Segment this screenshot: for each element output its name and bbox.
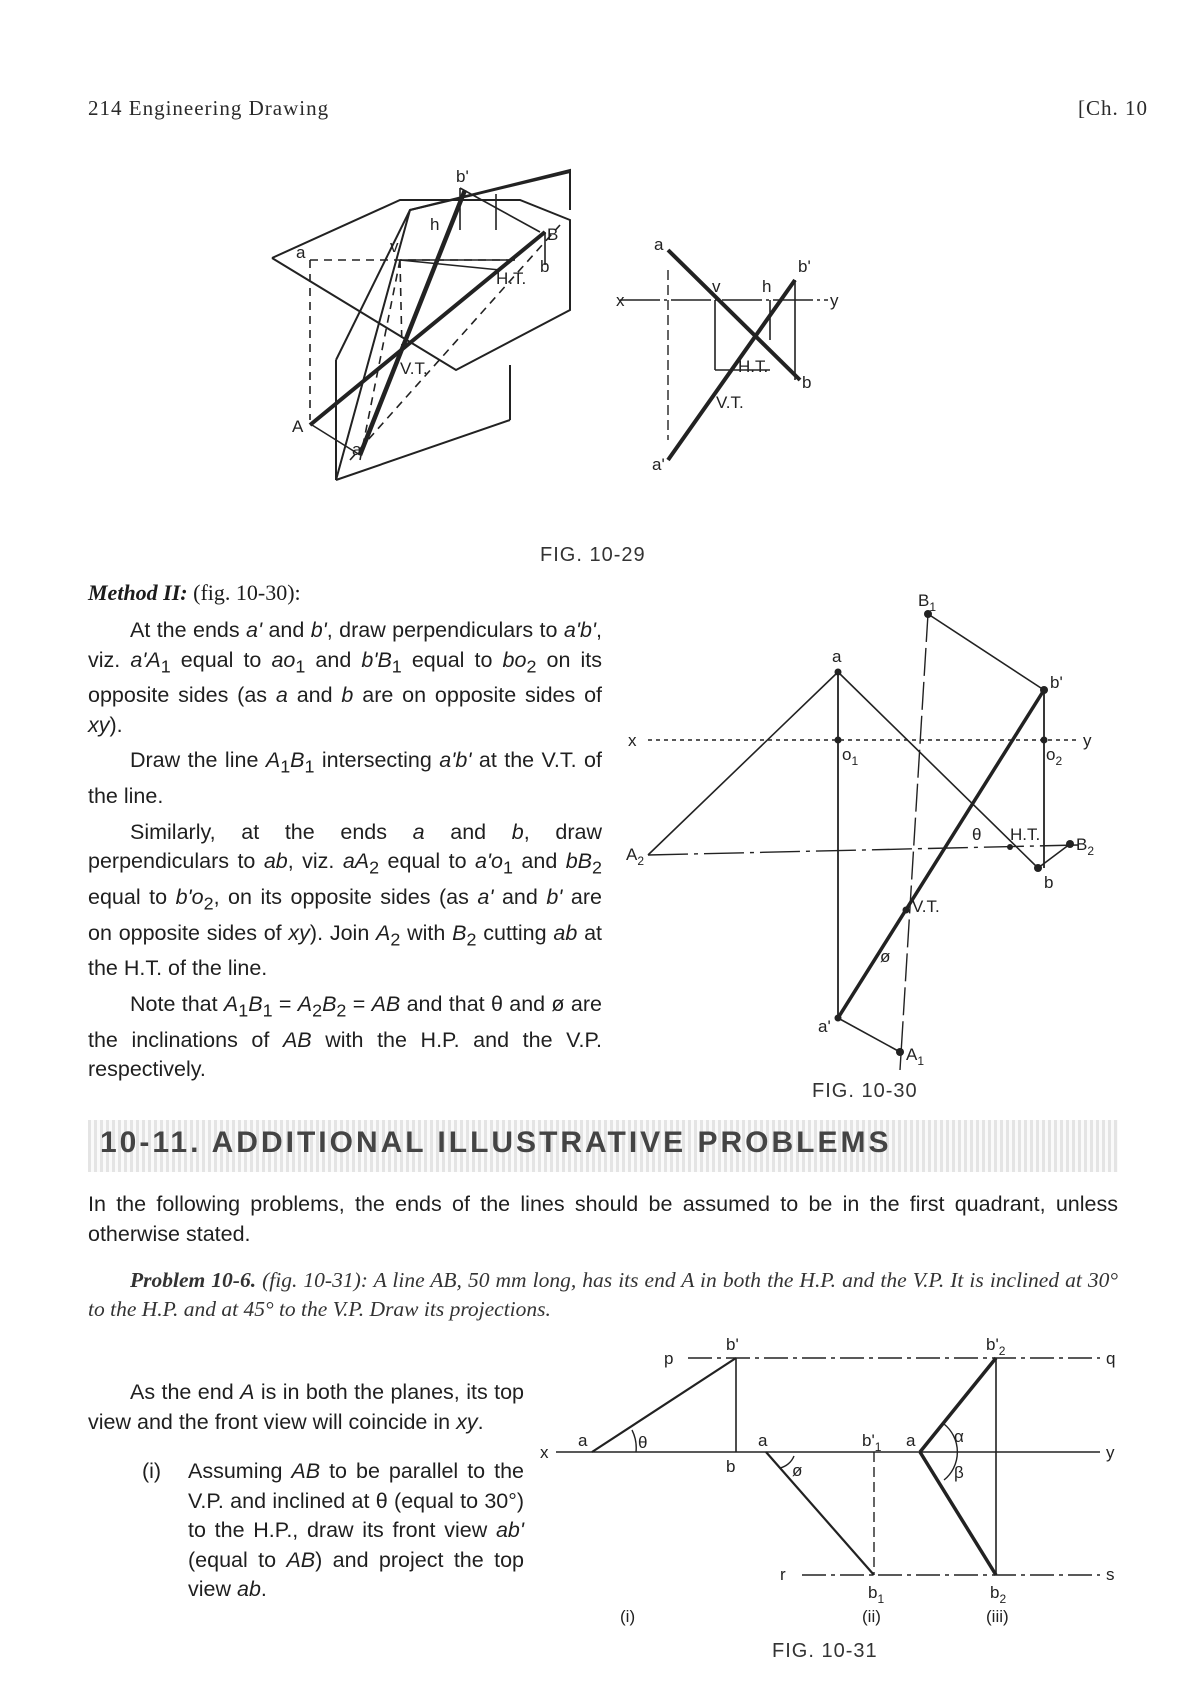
fig31-label-q: q [1106, 1349, 1116, 1368]
method2-paragraph-4: Note that $A_1B_1 = A_2B_2$ = AB and that θ and ø are the inclinations of AB with the H.P. and the V.P. respectively. [88, 991, 603, 1082]
figure-10-30-caption: FIG. 10-30 [812, 1080, 918, 1102]
fig29-right-a-prime: a' [652, 455, 665, 474]
fig30-label-phi: ø [880, 947, 891, 966]
fig30-label-y: y [1083, 731, 1092, 750]
fig29-label-B: B [547, 225, 559, 244]
fig31-label-a-iii: a [906, 1431, 916, 1450]
fig29-y-label: y [830, 291, 839, 310]
method2-paragraph-3: Similarly, at the ends a and b, draw perpendiculars to ab, viz. $aA_2$ equal to $a'o_1$ and $bB_2$ equal to $b'o_2$, on its opposite sides (as a' and b' are on opposite sides of xy). Join $A_2$ with $B_2$ cutting ab at the H.T. of the line. [88, 819, 603, 981]
fig31-label-b1-prime: $b'_1$ [862, 1431, 882, 1454]
fig29-right-b-prime: b' [798, 257, 811, 276]
fig29-label-a: a [296, 243, 306, 262]
method-heading [88, 580, 301, 606]
fig31-label-theta: θ [638, 1433, 648, 1452]
solution-text [88, 1378, 524, 1605]
fig31-label-p: p [664, 1349, 674, 1368]
fig30-label-o1: $o_1$ [842, 745, 859, 768]
fig31-label-beta: β [954, 1463, 964, 1482]
fig30-label-o2: $o_2$ [1046, 745, 1063, 768]
solution-item-1: (i) Assuming AB to be parallel to the V.P. and inclined at θ (equal to 30°) to the H.P., draw its front view ab' (equal to AB) and project the top view ab. [88, 1457, 524, 1605]
figure-10-29 [260, 150, 880, 530]
fig30-label-x: x [628, 731, 637, 750]
fig31-label-sub-i: (i) [620, 1607, 636, 1626]
solution-paragraph-1: As the end A is in both the planes, its top view and the front view will coincide in xy. [88, 1380, 524, 1434]
figure-10-30 [618, 590, 1118, 1080]
fig30-label-b-prime: b' [1050, 673, 1063, 692]
fig30-label-B2: $B_2$ [1076, 835, 1095, 858]
fig29-label-b-prime: b' [456, 167, 469, 186]
fig30-label-theta: θ [972, 825, 982, 844]
method2-text [88, 616, 602, 1085]
method-heading-label: Method II: [88, 580, 188, 605]
fig30-label-ht: H.T. [1010, 825, 1041, 844]
fig29-right-a: a [654, 235, 664, 254]
fig29-label-A: A [292, 417, 304, 436]
fig31-label-a-i: a [578, 1431, 588, 1450]
fig31-label-b: b [726, 1457, 736, 1476]
fig31-label-b2-prime: $b'_2$ [986, 1335, 1006, 1358]
fig30-label-A2: $A_2$ [626, 845, 645, 868]
fig31-label-s: s [1106, 1565, 1115, 1584]
fig30-label-B1: $B_1$ [918, 591, 937, 614]
fig31-label-r: r [780, 1565, 786, 1584]
method2-paragraph-1: At the ends a' and b', draw perpendiculars to a'b', viz. $a'A_1$ equal to $ao_1$ and $b'B_1$ equal to $bo_2$ on its opposite sides (as a and b are on opposite sides of xy). [88, 618, 603, 737]
method2-paragraph-2: Draw the line $A_1B_1$ intersecting a'b' at the V.T. of the line. [88, 748, 602, 809]
method-heading-ref: (fig. 10-30): [193, 580, 301, 605]
fig29-label-b: b [540, 257, 550, 276]
problem-text: A line AB, 50 mm long, has its end A in both the H.P. and the V.P. It is inclined at 30° to the H.P. and at 45° to the V.P. Draw its projections. [88, 1268, 1118, 1321]
fig30-label-vt: V.T. [912, 897, 940, 916]
fig29-label-h: h [430, 215, 440, 234]
fig30-label-b: b [1044, 873, 1054, 892]
fig31-label-b-prime: b' [726, 1335, 739, 1354]
intro-paragraph: In the following problems, the ends of the lines should be assumed to be in the first quadrant, unless otherwise stated. [88, 1192, 1118, 1246]
fig29-label-vt: V.T. [400, 359, 428, 378]
fig29-right-h: h [762, 277, 772, 296]
fig29-label-a-prime: a' [352, 440, 365, 459]
fig31-label-y: y [1106, 1443, 1115, 1462]
fig30-label-a-prime: a' [818, 1017, 831, 1036]
fig29-label-v: v [390, 237, 399, 256]
problem-statement [88, 1266, 1118, 1324]
fig31-label-sub-ii: (ii) [862, 1607, 881, 1626]
fig31-label-x: x [540, 1443, 549, 1462]
section-heading: 10-11. ADDITIONAL ILLUSTRATIVE PROBLEMS [100, 1126, 892, 1159]
fig29-label-ht: H.T. [496, 269, 527, 288]
fig31-label-sub-iii: (iii) [986, 1607, 1009, 1626]
fig30-label-a: a [832, 647, 842, 666]
fig29-right-v: v [712, 277, 721, 296]
page-header-right: [Ch. 10 [1078, 96, 1148, 120]
solution-item-1-number: (i) [142, 1459, 162, 1483]
page-header-left: 214 Engineering Drawing [88, 96, 330, 120]
fig30-label-A1: $A_1$ [906, 1045, 925, 1068]
figure-10-31-caption: FIG. 10-31 [772, 1640, 878, 1662]
figure-10-29-caption: FIG. 10-29 [540, 544, 646, 566]
problem-label: Problem 10-6. [130, 1268, 257, 1292]
fig29-right-b: b [802, 373, 812, 392]
fig29-right-vt: V.T. [716, 393, 744, 412]
fig29-x-label: x [616, 291, 625, 310]
problem-ref: (fig. 10-31): [262, 1268, 368, 1292]
fig31-label-b1: $b_1$ [868, 1583, 885, 1606]
fig29-right-ht: H.T. [738, 357, 769, 376]
fig31-label-b2: $b_2$ [990, 1583, 1007, 1606]
fig31-label-a-ii: a [758, 1431, 768, 1450]
fig31-label-alpha: α [954, 1427, 964, 1446]
fig31-label-phi: ø [792, 1461, 803, 1480]
figure-10-31 [540, 1330, 1120, 1630]
